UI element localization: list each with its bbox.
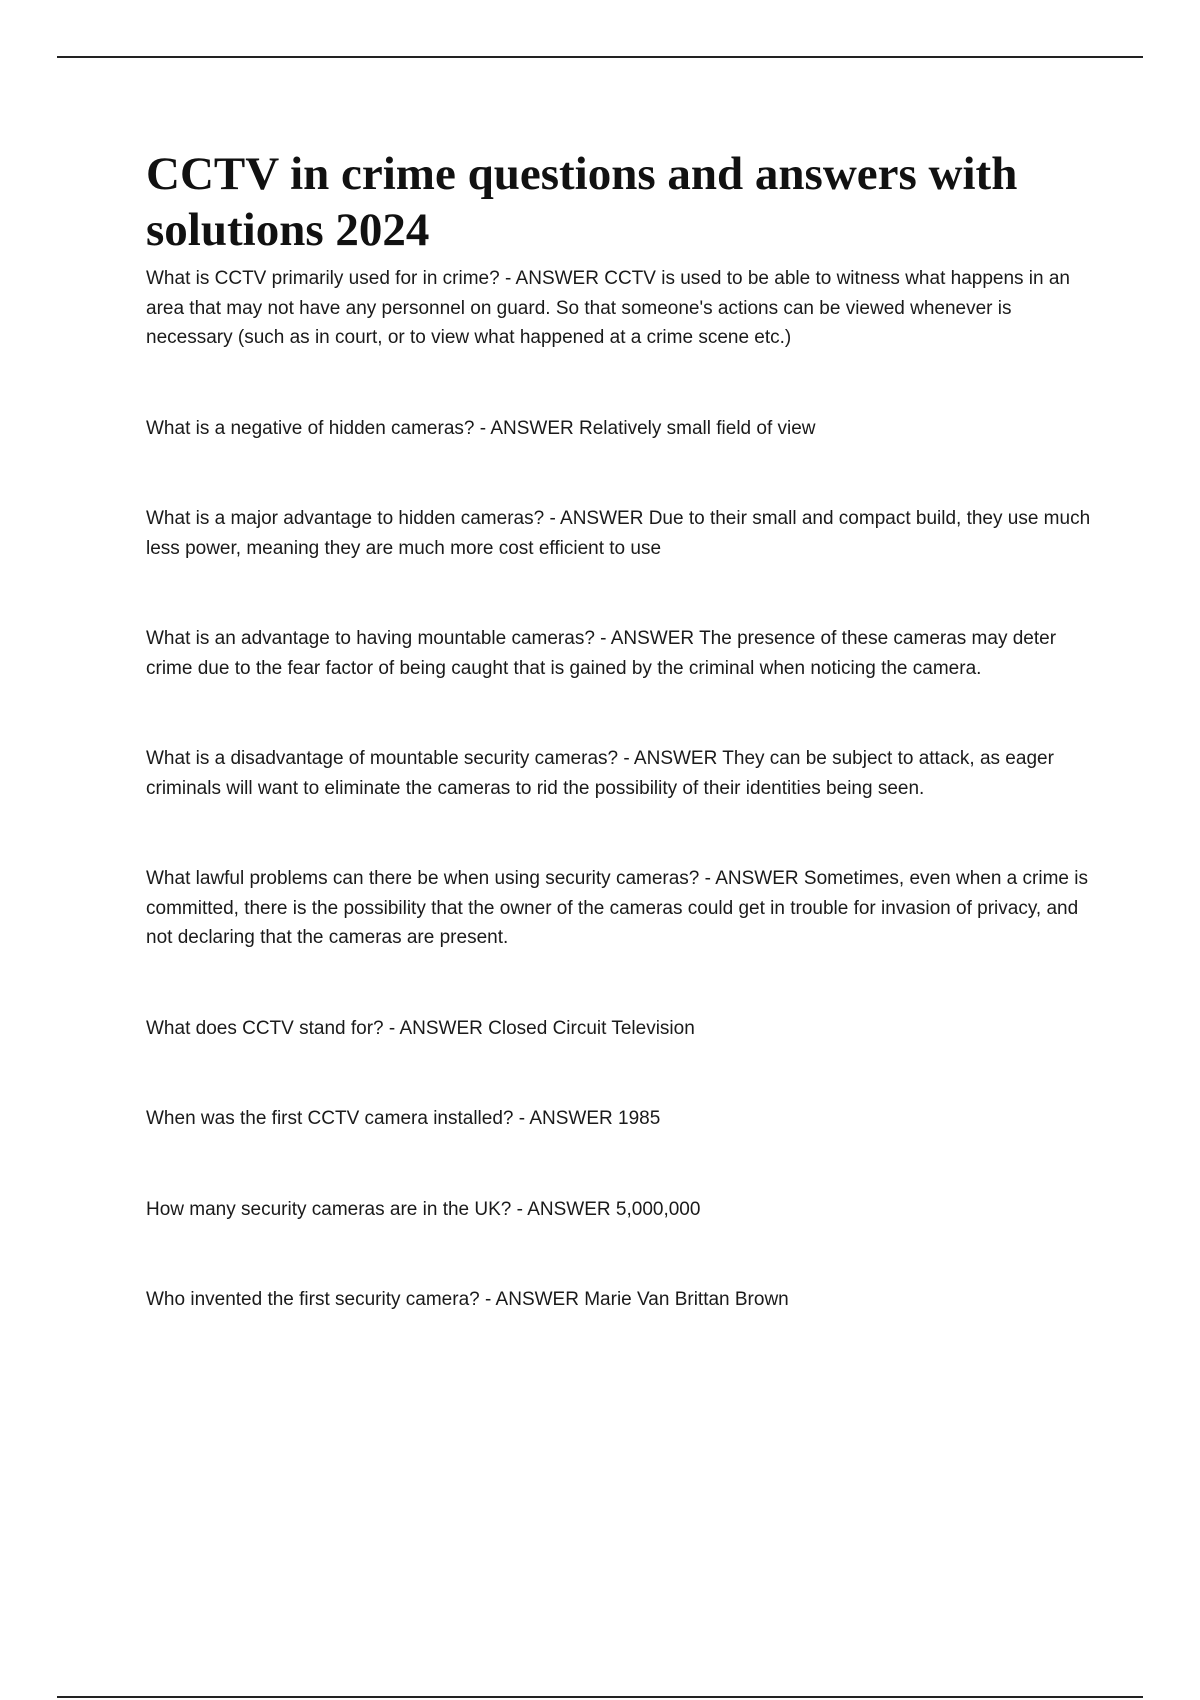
answer-text: Marie Van Brittan Brown [584, 1289, 789, 1310]
qa-item-2 [146, 414, 1096, 444]
separator: - [516, 1198, 523, 1220]
document-title: CCTV in crime questions and answers with solutions 2024 [146, 148, 1018, 256]
answer-text: Sometimes, even when a crime is committed, there is the possibility that the owner of the cameras could get in trouble for invasion of privacy, and not declaring that the cameras are present. [146, 868, 1088, 948]
top-rule [57, 56, 1143, 58]
answer-text: They can be subject to attack, as eager criminals will want to eliminate the cameras to rid the possibility of their identities being seen. [146, 748, 1054, 799]
separator: - [484, 1289, 492, 1310]
answer-label: ANSWER [633, 748, 718, 769]
question-text: What is a major advantage to hidden cameras? [146, 508, 545, 529]
qa-list [146, 264, 1096, 1315]
qa-item-10 [146, 1285, 1096, 1315]
qa-item-8 [146, 1104, 1096, 1134]
bottom-rule [57, 1696, 1143, 1698]
separator: - [479, 417, 487, 439]
qa-item-1 [146, 264, 1096, 353]
separator: - [518, 1108, 526, 1129]
qa-item-3 [146, 504, 1096, 563]
qa-item-9 [146, 1195, 1096, 1225]
question-text: When was the first CCTV camera installed? [146, 1108, 514, 1129]
answer-label: ANSWER [490, 417, 574, 439]
separator: - [388, 1017, 396, 1039]
question-text: How many security cameras are in the UK? [146, 1198, 512, 1220]
question-text: What lawful problems can there be when using security cameras? [146, 868, 700, 889]
answer-text: Due to their small and compact build, they use much less power, meaning they are much more cost efficient to use [146, 508, 1091, 559]
question-text: What is an advantage to having mountable cameras? [146, 628, 595, 649]
answer-label: ANSWER [495, 1289, 579, 1310]
qa-item-7 [146, 1014, 1096, 1044]
qa-item-5 [146, 744, 1096, 803]
answer-label: ANSWER [560, 508, 644, 529]
answer-label: ANSWER [529, 1108, 613, 1129]
question-text: Who invented the first security camera? [146, 1289, 480, 1310]
question-text: What is a disadvantage of mountable security cameras? [146, 748, 619, 769]
question-text: What does CCTV stand for? [146, 1017, 384, 1039]
answer-text: The presence of these cameras may deter crime due to the fear factor of being caught that is gained by the criminal when noticing the camera. [146, 628, 1057, 679]
question-text: What is a negative of hidden cameras? [146, 417, 475, 439]
answer-text: 1985 [618, 1108, 661, 1129]
answer-label: ANSWER [399, 1017, 483, 1039]
separator: - [704, 868, 711, 889]
answer-label: ANSWER [527, 1198, 611, 1220]
answer-text: CCTV is used to be able to witness what happens in an area that may not have any personnel on guard. So that someone's actions can be viewed whenever is necessary (such as in court, or to view what happened at a crime scene etc.) [146, 268, 1071, 348]
answer-text: 5,000,000 [615, 1198, 701, 1220]
separator: - [549, 508, 556, 529]
question-text: What is CCTV primarily used for in crime? [146, 268, 500, 289]
answer-label: ANSWER [610, 628, 695, 649]
separator: - [504, 268, 512, 289]
separator: - [623, 748, 630, 769]
answer-label: ANSWER [515, 268, 599, 289]
separator: - [600, 628, 607, 649]
answer-text: Relatively small field of view [579, 417, 816, 439]
document-body [146, 146, 1096, 1315]
answer-text: Closed Circuit Television [488, 1017, 695, 1039]
qa-item-6 [146, 864, 1096, 953]
answer-label: ANSWER [715, 868, 799, 889]
qa-item-4 [146, 624, 1096, 683]
